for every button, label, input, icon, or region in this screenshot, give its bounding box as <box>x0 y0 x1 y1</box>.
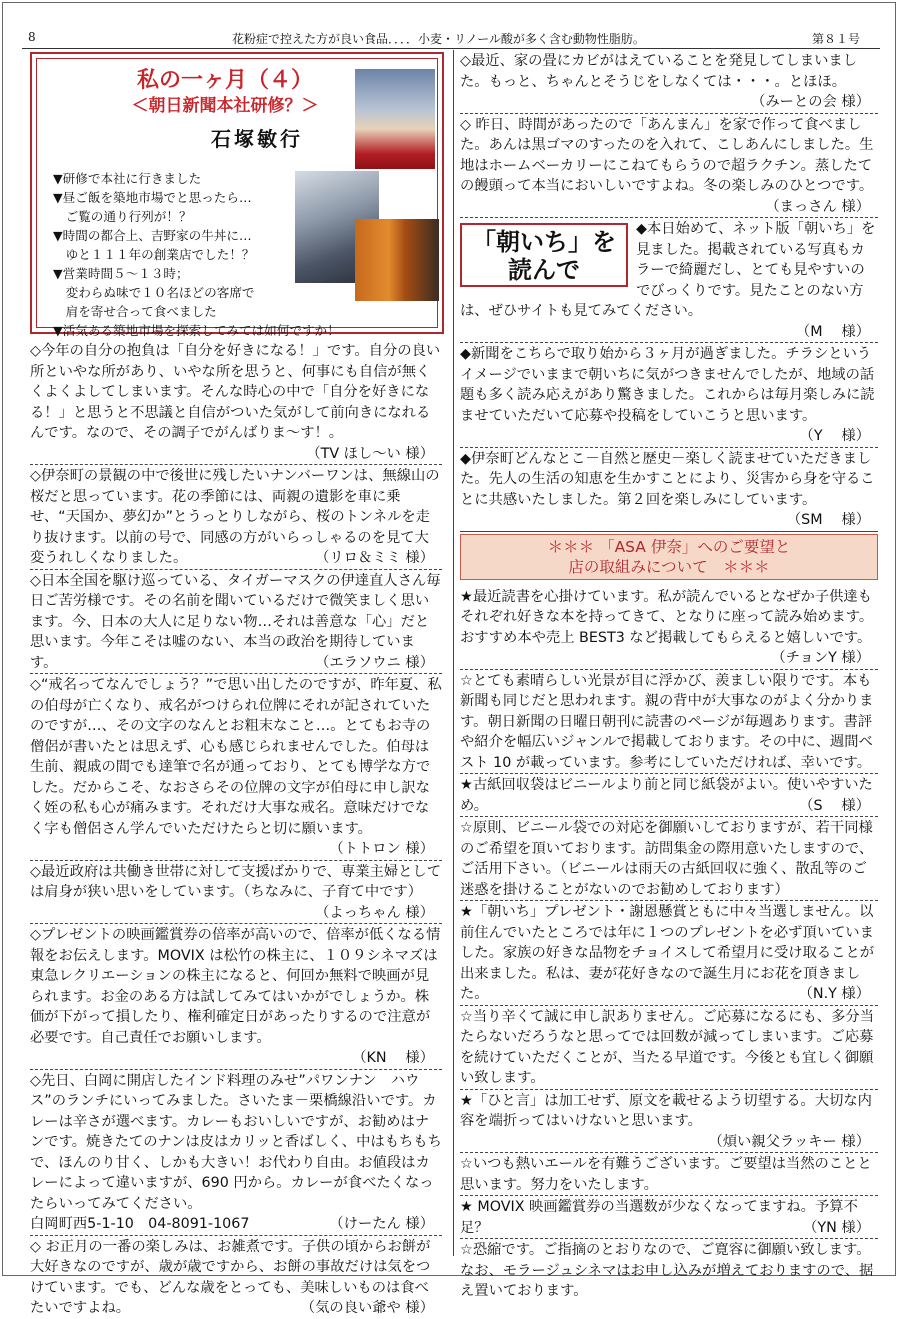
letter-text: ◇日本全国を駆け巡っている、タイガーマスクの伊達直人さん毎日ご苦労様です。その名前を聞いているだけで微笑ましく思います。今、日本の大人に足りない物…それは善意な「心」だと思います。今年こそは嘘のない、本当の政治を期待しています。 <box>30 572 441 671</box>
feature-bullet: ▼活気ある築地市場を探索してみては如何ですか！ <box>53 323 340 338</box>
reader-letter <box>30 340 442 465</box>
feature-subtitle: ＜朝日新聞本社研修？＞ <box>131 96 319 116</box>
request-signature: （YN 様） <box>803 1219 870 1236</box>
request-text: ★「朝いち」プレゼント・謝恩懸賞ともに中々当選しません。以前住んでいたところでは年に１つのプレゼントを必ず頂いていました。家族の好きな品物をチョイスして希望月に受け取ることが出来ました。私は、妻が花好きなので誕生月にお花を頂きました。 <box>460 904 875 1002</box>
response-item <box>460 670 878 775</box>
header-slogan: 花粉症で控えた方が良い食品．．．．小麦・リノール酸が多く含む動物性脂肪。 <box>232 32 645 46</box>
asahi-heading-line1: 「朝いち」を <box>472 228 616 256</box>
reader-letter <box>460 343 878 448</box>
feature-bullet: ▼営業時間５～１３時； <box>53 266 189 281</box>
feature-bullets <box>53 169 443 340</box>
letter-signature: （まっさん 様） <box>765 198 870 215</box>
request-item <box>460 1090 878 1154</box>
request-signature: （N.Y 様） <box>798 986 870 1002</box>
reader-letter <box>460 448 878 532</box>
right-column <box>460 50 878 1302</box>
reader-letter <box>30 570 442 675</box>
asahi-reading-heading <box>460 223 628 287</box>
response-text: ☆いつも熱いエールを有難うございます。ご要望は当然のことと思います。努力をいたします。 <box>460 1156 872 1193</box>
asahi-heading-line2: 読んで <box>508 256 580 284</box>
request-item <box>460 586 878 670</box>
response-text: ☆とても素晴らしい光景が目に浮かび、羨ましい限りです。本も新聞も同じだと思われます。親の背中が大事なのがよく分かります。朝日新聞の日曜日朝刊に読書のページが毎週あります。書評や紹介を幅広いジャンルで掲載しております。その中に、週間ベスト 10 が載っています。参考にしていただければ、幸いです。 <box>460 672 874 771</box>
asa-banner-line1: ＊＊＊ 「ASA 伊奈」へのご要望と <box>547 537 791 556</box>
feature-bullet: ご覧の通り行列が！？ <box>53 209 192 224</box>
letter-signature: （気の良い爺や 様） <box>300 1300 434 1316</box>
letter-signature: （Y 様） <box>799 428 870 444</box>
page-header <box>22 30 880 50</box>
response-text: ☆恐縮です。ご指摘のとおりなので、ご寛容に御願い致します。なお、モラージュシネマはお申し込みが増えておりますので、据え置いております。 <box>460 1242 874 1299</box>
feature-bullet: 変わらぬ味で１０名ほどの客席で <box>53 285 255 300</box>
letter-text: ◇最近、家の畳にカビがはえていることを発見してしまいました。もっと、ちゃんとそうじをしなくては・・・。とほほ。 <box>460 53 858 90</box>
response-text: ☆当り辛くて誠に申し訳ありません。ご応募になるにも、多分当たらないだろうなと思ってでは回数が減ってしまいます。ご応募を続けていただくことが、当たる早道です。今後とも宜しく御願い致します。 <box>460 1008 874 1086</box>
response-text: ☆原則、ビニール袋での対応を御願いしておりますが、若干同様のご希望を頂いております。訪問集金の際用意いたしますので、ご活用下さい。（ビニールは雨天の古紙回収に強く、散乱等のご迷惑を掛けることがないのでお勧めしております） <box>460 820 874 898</box>
letter-signature: （SM 様） <box>786 512 870 528</box>
response-item <box>460 1239 878 1302</box>
request-item <box>460 901 878 1006</box>
feature-title: 私の一ヶ月（４） <box>136 68 313 93</box>
request-text: ★ MOVIX 映画鑑賞券の当選数が少なくなってますね。予算不足？ <box>460 1199 858 1236</box>
feature-author: 石塚敏行 <box>211 127 303 151</box>
request-text: ★古紙回収袋はビニールより前と同じ紙袋がよい。使いやすいため。 <box>460 777 873 814</box>
letter-text: ◇先日、白岡に開店したインド料理のみせ”パワンナン ハウス”のランチにいってみました。さいたま－栗橋線沿いです。カレーは辛さが選べます。カレーもおいしいですが、お勧めはナンです。焼きたてのナンは皮はカリッと香ばしく、中はもちもちで、ほんのり甘く、しかも大きい！お代わり自由。お値段はカレーによって違いますが、690 円から。カレーが食べたくなったらいってみてください。 <box>30 1072 442 1212</box>
page-number: 8 <box>28 30 36 44</box>
letter-text: ◇ 昨日、時間があったので「あんまん」を家で作って食べました。あんは黒ゴマのすったのを入れて、こしあんにしました。生地はホームベーカリーにこねてもらうので超ラクチン。蒸したての饅頭って本当においしいですよね。冬の楽しみのひとつです。 <box>460 116 874 194</box>
letter-text: ◇伊奈町の景観の中で後世に残したいナンバーワンは、無線山の桜だと思っています。花の季節には、両親の遺影を車に乗せ、“天国か、夢幻か”とうっとりしながら、桜のトンネルを走り抜けます。以前の号で、同感の方がいらっしゃるのを見て大変うれしくなりました。 <box>30 468 440 566</box>
response-item <box>460 817 878 901</box>
left-column <box>30 340 442 1319</box>
letter-text: ◇プレゼントの映画鑑賞券の倍率が高いので、倍率が低くなる情報をお伝えします。MOVIX は松竹の株主に、１０９シネマズは東急レクリエーションの株主になると、何回か無料で映画が見られます。お金のある方は試してみてはいかがでしょうか。株価が下がって損したり、権利確定日があったりするので注意が必要です。自己責任でお願いします。 <box>30 927 441 1046</box>
restaurant-address: 白岡町西5-1-10 04-8091-1067 <box>30 1216 250 1232</box>
author-photo <box>355 69 435 169</box>
response-item <box>460 1153 878 1196</box>
response-item <box>460 1006 878 1090</box>
reader-letter <box>30 861 442 925</box>
letter-text: ◇ お正月の一番の楽しみは、お雑煮です。子供の頃からお餅が大好きなのですが、歳が歳ですから、お餅の事故だけは気をつけています。でも、どんな歳をとっても、美味しいものは食べたいですよね。 <box>30 1238 431 1316</box>
reader-letter <box>30 1236 442 1319</box>
reader-letter <box>460 50 878 114</box>
feature-box-inner <box>36 58 438 338</box>
feature-bullet: ▼昼ご飯を築地市場でと思ったら… <box>53 190 252 205</box>
letter-signature: （KN 様） <box>352 1050 434 1066</box>
request-item <box>460 1196 878 1239</box>
request-signature: （チョンY 様） <box>771 650 870 666</box>
asa-banner-line2: 店の取組みについて ＊＊＊ <box>568 557 770 576</box>
reader-letter <box>30 465 442 570</box>
issue-number: 第８１号 <box>811 32 860 46</box>
letter-text: ◆伊奈町どんなとこ－自然と歴史－楽しく読ませていただきました。先人の生活の知恵を生かすことにより、災害から身を守ることに共感いたしました。第２回を楽しみにしています。 <box>460 450 875 508</box>
feature-bullet: ▼研修で本社に行きました <box>53 171 202 186</box>
letter-signature: （エラソウニ 様） <box>315 654 434 671</box>
reader-letter <box>30 1070 442 1236</box>
letter-signature: （けーたん 様） <box>329 1216 434 1232</box>
letter-signature: （リロ＆ミミ 様） <box>315 550 434 566</box>
letter-text: ◆新聞をこちらで取り始から３ヶ月が過ぎました。チラシというイメージでいままで朝いちに気がつきませんでしたが、地域の話題も多く読み応えがあり驚きました。これからは毎月楽しみに読ませていただいて応募や投稿をしていこうと思います。 <box>460 346 875 424</box>
letter-signature: （TV ほし～い 様） <box>306 445 434 462</box>
request-signature: （煩い親父ラッキー 様） <box>708 1133 870 1150</box>
letter-text: ◇“戒名ってなんでしょう？”で思い出したのですが、昨年夏、私の伯母が亡くなり、戒名がつけられ位牌にそれが記されていたのですが…、その文字のなんとお粗末なこと…。とてもお寺の僧侶が書いたとは思えず、心も感じられませんでした。伯母は生前、親戚の間でも達筆で名が通っており、とても博学な方でした。だからこそ、なおさらその位牌の文字が伯母に申し訳なく姪の私も心が痛みます。それだけ大事な戒名。意味だけでなく字も僧侶さん学んでいただけたらと切に願います。 <box>30 677 442 837</box>
request-text: ★最近読書を心掛けています。私が読んでいるとなぜか子供達もそれぞれ好きな本を持ってきて、となりに座って読み始めます。おすすめ本や売上 BEST3 など掲載してもらえると嬉しいです。 <box>460 588 874 646</box>
asa-request-banner <box>460 534 878 580</box>
letter-text: ◆本日始めて、ネット版「朝いち」を見ました。掲載されている写真もカラーで綺麗だし、とても見やすいのでびっくりです。見たことのない方は、ぜひサイトも見てみてください。 <box>460 221 876 319</box>
letter-text: ◇最近政府は共働き世帯に対して支援ばかりで、専業主婦としては肩身が狭い思いをしています。（ちなみに、子育て中です） <box>30 863 442 900</box>
letter-signature: （みーとの会 様） <box>751 94 870 110</box>
request-text: ★「ひと言」は加工せず、原文を載せるよう切望する。大切な内容を端折ってはいけないと思います。 <box>460 1092 872 1129</box>
feature-bullet: ▼時間の都合上、吉野家の牛丼に… <box>53 228 252 243</box>
reader-letter <box>460 114 878 219</box>
column-feature-box <box>30 52 444 338</box>
letter-signature: （M 様） <box>795 323 870 340</box>
request-signature: （S 様） <box>799 797 870 814</box>
column-divider <box>453 50 454 1256</box>
header-rule <box>22 48 880 49</box>
feature-bullet: 肩を寄せ合って食べました <box>53 304 217 319</box>
letter-signature: （トトロン 様） <box>329 841 434 857</box>
reader-letter <box>30 674 442 861</box>
request-item <box>460 774 878 817</box>
asahi-feedback-section <box>460 218 878 343</box>
letter-text: ◇今年の自分の抱負は「自分を好きになる！」です。自分の良い所といやな所があり、いやな所を思うと、何事にも自信が無くくよくよしてしまいます。そんな時心の中で「自分を好きになる！」と思うと不思議と自信がついた気がして前向きになれるんです。なので、その調子でがんばりま～す！。 <box>30 343 441 441</box>
feature-bullet: ゆと１１１年の創業店でした！？ <box>53 247 255 262</box>
reader-letter <box>30 924 442 1070</box>
letter-signature: （よっちゃん 様） <box>315 904 434 921</box>
